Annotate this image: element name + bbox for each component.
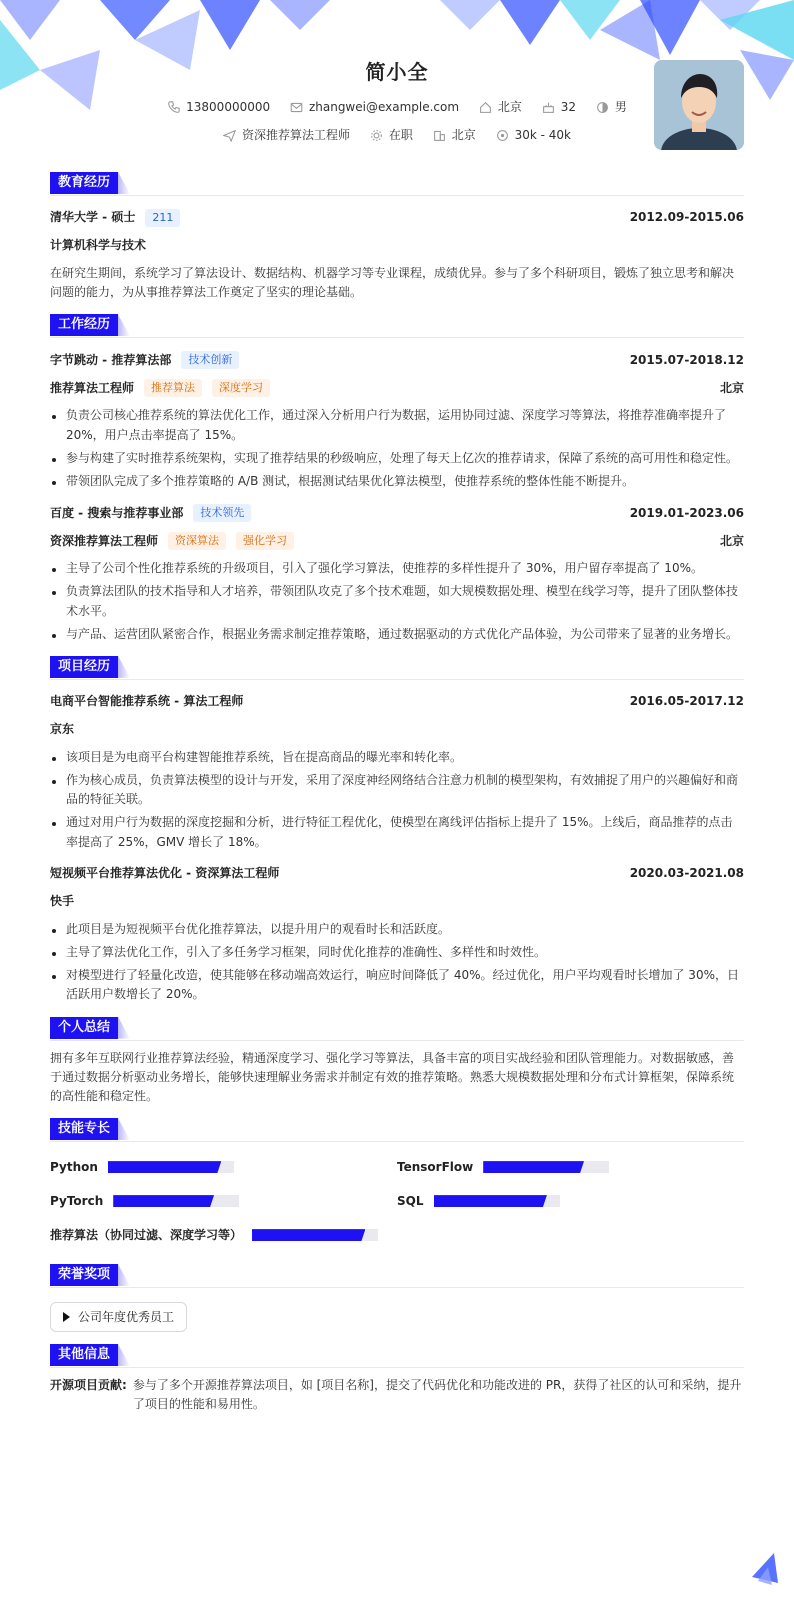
project-org: 快手 bbox=[50, 894, 75, 909]
education-section bbox=[50, 172, 744, 302]
award-name: 公司年度优秀员工 bbox=[78, 1309, 175, 1324]
role-tag: 推荐算法 bbox=[144, 379, 202, 397]
play-icon bbox=[63, 1312, 70, 1322]
work-bullets bbox=[50, 406, 744, 491]
skill-name: TensorFlow bbox=[397, 1159, 474, 1174]
skill-bar bbox=[252, 1229, 378, 1241]
work-city: 北京 bbox=[719, 533, 744, 548]
home-icon bbox=[479, 101, 492, 114]
resume-header bbox=[50, 0, 744, 160]
age-icon bbox=[542, 101, 555, 114]
job-role: 推荐算法工程师 bbox=[50, 380, 135, 395]
skills-section bbox=[50, 1118, 744, 1252]
project-item bbox=[50, 688, 744, 852]
skill-bar bbox=[434, 1195, 560, 1207]
corner-decoration bbox=[744, 1547, 784, 1587]
skill-bar bbox=[108, 1161, 234, 1173]
skill-item bbox=[397, 1150, 744, 1184]
other-section bbox=[50, 1344, 744, 1414]
project-date: 2016.05-2017.12 bbox=[629, 694, 744, 709]
work-item bbox=[50, 346, 744, 491]
skill-name: Python bbox=[50, 1159, 98, 1174]
project-date: 2020.03-2021.08 bbox=[629, 866, 744, 881]
phone-icon bbox=[167, 101, 180, 114]
list-item: 对模型进行了轻量化改造，使其能够在移动端高效运行，响应时间降低了 40%。经过优化，用户平均观看时长增加了 30%，日活跃用户数增长了 20%。 bbox=[50, 966, 744, 1004]
list-item: 负责公司核心推荐系统的算法优化工作，通过深入分析用户行为数据，运用协同过滤、深度学习等算法，将推荐准确率提升了 20%，用户点击率提高了 15%。 bbox=[50, 406, 744, 444]
info-gender: 男 bbox=[596, 98, 627, 117]
project-title: 短视频平台推荐算法优化 - 资深算法工程师 bbox=[50, 866, 280, 881]
project-org: 京东 bbox=[50, 722, 75, 737]
list-item: 与产品、运营团队紧密合作，根据业务需求制定推荐策略，通过数据驱动的方式优化产品体验，为公司带来了显著的业务增长。 bbox=[50, 625, 744, 644]
info-position: 资深推荐算法工程师 bbox=[223, 126, 350, 145]
job-role: 资深推荐算法工程师 bbox=[50, 533, 159, 548]
award-item[interactable] bbox=[50, 1302, 187, 1332]
school-tag: 211 bbox=[145, 209, 180, 227]
skill-fill bbox=[113, 1195, 214, 1207]
major: 计算机科学与技术 bbox=[50, 238, 147, 253]
mail-icon bbox=[290, 101, 303, 114]
job-intent-row bbox=[50, 126, 744, 148]
info-phone: 13800000000 bbox=[167, 98, 270, 117]
summary-text: 拥有多年互联网行业推荐算法经验，精通深度学习、强化学习等算法，具备丰富的项目实战经验和团队管理能力。对数据敏感，善于通过数据分析驱动业务增长，能够快速理解业务需求并制定有效的推荐策略。熟悉大规模数据处理和分布式计算框架，保障系统的高性能和稳定性。 bbox=[50, 1050, 735, 1103]
role-tag: 强化学习 bbox=[236, 532, 294, 550]
send-icon bbox=[223, 129, 236, 142]
company-name: 百度 - 搜索与推荐事业部 bbox=[50, 505, 184, 520]
gear-icon bbox=[370, 129, 383, 142]
info-age: 32 bbox=[542, 98, 576, 117]
education-date: 2012.09-2015.06 bbox=[629, 210, 744, 225]
list-item: 主导了公司个性化推荐系统的升级项目，引入了强化学习算法，使推荐的多样性提升了 30%，用户留存率提高了 10%。 bbox=[50, 559, 744, 578]
company-tag: 技术领先 bbox=[193, 504, 251, 522]
section-title: 技能专长 bbox=[50, 1118, 744, 1142]
major-row bbox=[50, 232, 744, 260]
skill-fill bbox=[434, 1195, 547, 1207]
company-tag: 技术创新 bbox=[181, 351, 239, 369]
work-item bbox=[50, 499, 744, 644]
education-description: 在研究生期间，系统学习了算法设计、数据结构、机器学习等专业课程，成绩优异。参与了多个科研项目，锻炼了独立思考和解决问题的能力，为从事推荐算法工作奠定了坚实的理论基础。 bbox=[50, 266, 735, 300]
list-item: 参与构建了实时推荐系统架构，实现了推荐结果的秒级响应，处理了每天上亿次的推荐请求，保障了系统的高可用性和稳定性。 bbox=[50, 449, 744, 468]
other-row bbox=[50, 1376, 744, 1414]
section-title: 教育经历 bbox=[50, 172, 744, 196]
section-title: 项目经历 bbox=[50, 656, 744, 680]
list-item: 带领团队完成了多个推荐策略的 A/B 测试，根据测试结果优化算法模型，使推荐系统的整体性能不断提升。 bbox=[50, 472, 744, 491]
company-name: 字节跳动 - 推荐算法部 bbox=[50, 352, 172, 367]
section-title: 工作经历 bbox=[50, 314, 744, 338]
skill-fill bbox=[108, 1161, 221, 1173]
gender-icon bbox=[596, 101, 609, 114]
work-city: 北京 bbox=[719, 380, 744, 395]
role-tag: 深度学习 bbox=[212, 379, 270, 397]
list-item: 作为核心成员，负责算法模型的设计与开发，采用了深度神经网络结合注意力机制的模型架构，有效捕捉了用户的兴趣偏好和商品的特征关联。 bbox=[50, 771, 744, 809]
section-title: 个人总结 bbox=[50, 1017, 744, 1041]
list-item: 通过对用户行为数据的深度挖掘和分析，进行特征工程优化，使模型在离线评估指标上提升了 15%。上线后，商品推荐的点击率提高了 25%，GMV 增长了 18%。 bbox=[50, 813, 744, 851]
summary-section bbox=[50, 1017, 744, 1107]
skill-item bbox=[397, 1184, 744, 1218]
project-bullets bbox=[50, 748, 744, 852]
list-item: 主导了算法优化工作，引入了多任务学习框架，同时优化推荐的准确性、多样性和时效性。 bbox=[50, 943, 744, 962]
skill-item bbox=[50, 1150, 397, 1184]
skill-fill bbox=[483, 1161, 584, 1173]
work-date: 2015.07-2018.12 bbox=[629, 352, 744, 367]
info-email: zhangwei@example.com bbox=[290, 98, 459, 117]
project-item bbox=[50, 860, 744, 1005]
section-title: 其他信息 bbox=[50, 1344, 744, 1368]
money-icon bbox=[496, 129, 509, 142]
role-tag: 资深算法 bbox=[168, 532, 226, 550]
skill-bar bbox=[483, 1161, 609, 1173]
project-bullets bbox=[50, 920, 744, 1005]
work-date: 2019.01-2023.06 bbox=[629, 505, 744, 520]
list-item: 该项目是为电商平台构建智能推荐系统，旨在提高商品的曝光率和转化率。 bbox=[50, 748, 744, 767]
info-salary: 30k - 40k bbox=[496, 126, 571, 145]
skill-name: 推荐算法（协同过滤、深度学习等） bbox=[50, 1227, 243, 1242]
skill-bar bbox=[113, 1195, 239, 1207]
skills-list bbox=[50, 1150, 744, 1252]
awards-section bbox=[50, 1264, 744, 1332]
info-status: 在职 bbox=[370, 126, 413, 145]
education-row bbox=[50, 204, 744, 232]
skill-fill bbox=[252, 1229, 365, 1241]
other-value: 参与了多个开源推荐算法项目，如 [项目名称]，提交了代码优化和功能改进的 PR，获得了社区的认可和采纳，提升了项目的性能和易用性。 bbox=[132, 1378, 742, 1412]
info-work-city: 北京 bbox=[433, 126, 476, 145]
info-city: 北京 bbox=[479, 98, 522, 117]
skill-name: SQL bbox=[397, 1193, 424, 1208]
skill-name: PyTorch bbox=[50, 1193, 104, 1208]
avatar bbox=[654, 60, 744, 150]
projects-section bbox=[50, 656, 744, 1005]
other-key: 开源项目贡献: bbox=[50, 1378, 127, 1393]
contact-row bbox=[50, 98, 744, 120]
list-item: 负责算法团队的技术指导和人才培养，带领团队攻克了多个技术难题，如大规模数据处理、模型在线学习等，提升了团队整体技术水平。 bbox=[50, 582, 744, 620]
section-title: 荣誉奖项 bbox=[50, 1264, 744, 1288]
building-icon bbox=[433, 129, 446, 142]
work-bullets bbox=[50, 559, 744, 644]
school-name: 清华大学 - 硕士 bbox=[50, 210, 136, 225]
list-item: 此项目是为短视频平台优化推荐算法，以提升用户的观看时长和活跃度。 bbox=[50, 920, 744, 939]
work-section bbox=[50, 314, 744, 644]
candidate-name: 简小全 bbox=[365, 60, 429, 84]
skill-item bbox=[50, 1184, 397, 1218]
project-title: 电商平台智能推荐系统 - 算法工程师 bbox=[50, 694, 244, 709]
skill-item bbox=[50, 1218, 397, 1252]
